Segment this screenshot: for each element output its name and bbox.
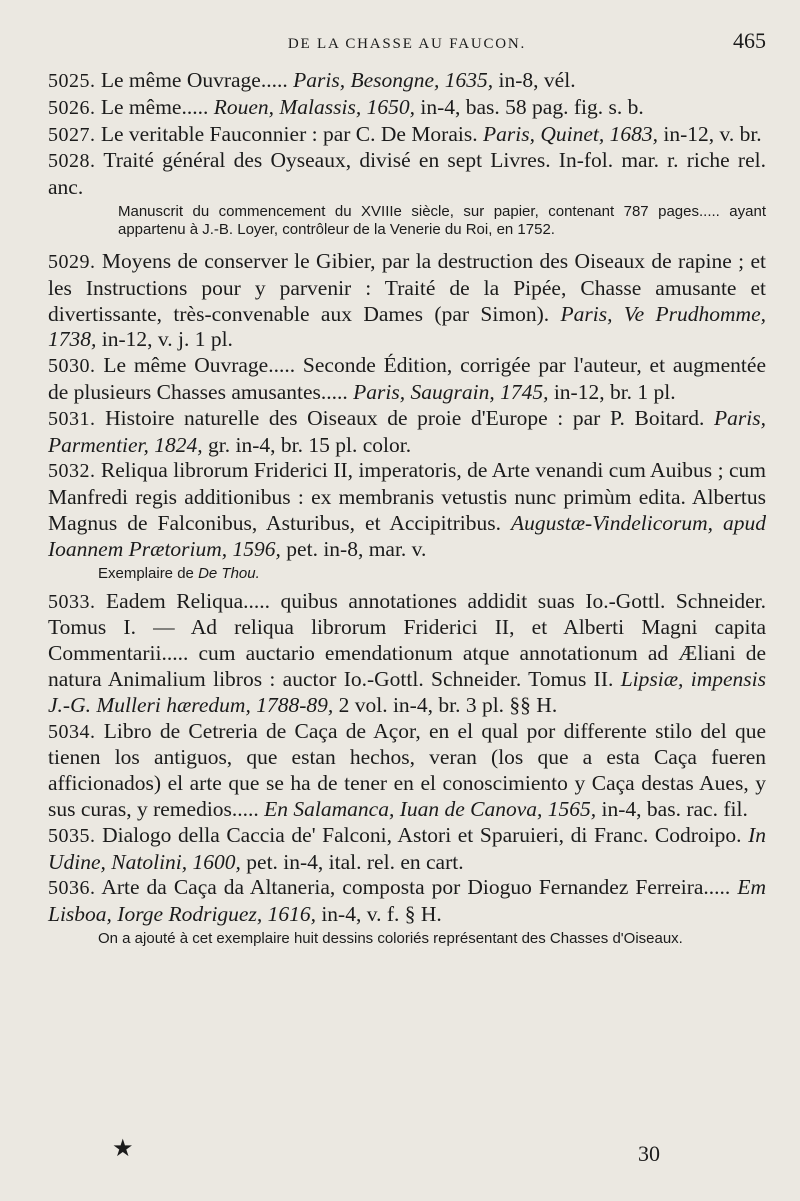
entry-number: 5029. [48, 250, 96, 273]
catalogue-entries [48, 68, 766, 948]
signature-star-mark: ★ [112, 1136, 134, 1162]
note-provenance-name: De Thou. [198, 564, 260, 582]
entry-text: Dialogo della Caccia de' Falconi, Astori et Sparuieri, di Franc. Codroipo. [102, 822, 749, 847]
entry-number: 5033. [48, 590, 96, 613]
entry-imprint: In Udine, Natolini, 1600, [48, 822, 766, 874]
entry-imprint: Paris, Parmentier, 1824, [48, 405, 767, 457]
entry-text: Libro de Cetreria de Caça de Açor, en el qual por differente stilo del que tienen los antiguos, que estan hechos, veran (los que a esta Caça fueren afficionados) el arte que se ha de tener en el conoscimiento y Caça destas Aues, y sus curas, y remedios..... [48, 718, 767, 821]
catalogue-entry-5030 [48, 353, 766, 406]
entry-imprint: Paris, Quinet, 1683, [482, 121, 658, 146]
entry-number: 5026. [48, 96, 96, 119]
catalogue-entry-5035 [48, 823, 766, 876]
catalogue-entry-5034 [48, 719, 766, 823]
entry-number: 5030. [48, 355, 96, 378]
entry-number: 5031. [48, 407, 96, 430]
catalogue-entry-5027 [48, 122, 766, 149]
catalogue-entry-5026 [48, 95, 766, 122]
catalogue-entry-5036 [48, 875, 766, 928]
entry-format: gr. in-4, br. 15 pl. color. [202, 432, 412, 457]
entry-text: Le même..... [100, 94, 214, 119]
entry-imprint: Paris, Besongne, 1635, [293, 68, 494, 92]
entry-format: pet. in-8, mar. v. [280, 536, 427, 561]
entry-text: Moyens de conserver le Gibier, par la destruction des Oiseaux de rapine ; et les Instructions pour y parvenir : Traité de la Pipée, Chasse amusante et divertissante, très-convenable aux Dames (par Simon). [48, 248, 766, 326]
entry-text: Le même Ouvrage..... [100, 68, 294, 92]
note-text: Exemplaire de [98, 564, 199, 582]
entry-imprint: Em Lisboa, Iorge Rodriguez, 1616, [48, 875, 766, 927]
page-number: 465 [733, 28, 766, 53]
entry-number: 5027. [48, 123, 96, 146]
catalogue-entry-5032 [48, 458, 766, 562]
entry-format: in-4, bas. 58 pag. fig. s. b. [414, 94, 644, 119]
catalogue-entry-5025 [48, 68, 766, 95]
running-head [48, 28, 766, 62]
entry-imprint: Rouen, Malassis, 1650, [213, 94, 415, 119]
entry-format: 2 vol. in-4, br. 3 pl. §§ H. [333, 692, 558, 717]
entry-text: Histoire naturelle des Oiseaux de proie d'Europe : par P. Boitard. [105, 405, 715, 430]
entry-format: in-4, bas. rac. fil. [596, 796, 748, 821]
entry-note-5036: On a ajouté à cet exemplaire huit dessins coloriés représentant des Chasses d'Oiseaux. [98, 929, 683, 947]
entry-imprint: Lipsiæ, impensis J.-G. Mulleri hæredum, 1788-89, [48, 666, 766, 717]
entry-text: Reliqua librorum Friderici II, imperatoris, de Arte venandi cum Auibus ; cum Manfredi regis additionibus : ex membranis vetustis nunc primùm edita. Albertus Magnus de Falconibus, Asturibus, et Accipitribus. [48, 458, 766, 535]
entry-note-5028: Manuscrit du commencement du XVIIIe siècle, sur papier, contenant 787 pages..... ayant appartenu à J.-B. Loyer, contrôleur de la Venerie du Roi, en 1752. [118, 202, 766, 238]
entry-number: 5025. [48, 70, 96, 92]
entry-format: in-12, v. br. [657, 121, 762, 146]
entry-number: 5036. [48, 877, 96, 900]
entry-imprint: En Salamanca, Iuan de Canova, 1565, [264, 796, 597, 821]
entry-text: Arte da Caça da Altaneria, composta por Dioguo Fernandez Ferreira..... [101, 875, 738, 900]
entry-number: 5035. [48, 824, 96, 847]
catalogue-entry-5031 [48, 406, 766, 459]
catalogue-entry-5029 [48, 249, 766, 353]
entry-text: Traité général des Oyseaux, divisé en sept Livres. In-fol. mar. r. riche rel. anc. [48, 148, 766, 200]
running-title: DE LA CHASSE AU FAUCON. [287, 36, 527, 52]
entry-format: in-12, v. j. 1 pl. [96, 327, 233, 352]
entry-imprint: Paris, Ve Prudhomme, 1738, [48, 301, 766, 352]
entry-text: Eadem Reliqua..... quibus annotationes addidit suas Io.-Gottl. Schneider. Tomus I. — Ad reliqua librorum Friderici II, et Alberti Magni capita Commentarii..... cum auctario emendationum atque annotationum ad Æliani de natura Animalium libros : auctor Io.-Gottl. Schneider. Tomus II. [48, 588, 767, 691]
gathering-folio-number: 30 [638, 1141, 660, 1166]
entry-number: 5028. [48, 150, 96, 173]
entry-text: Le même Ouvrage..... Seconde Édition, corrigée par l'auteur, et augmentée de plusieurs Chasses amusantes..... [48, 353, 766, 404]
entry-imprint: Paris, Saugrain, 1745, [353, 379, 549, 404]
entry-format: pet. in-4, ital. rel. en cart. [240, 849, 464, 874]
catalogue-entry-5028 [48, 148, 766, 201]
catalogue-entry-5033 [48, 589, 766, 719]
entry-number: 5032. [48, 460, 96, 483]
entry-imprint: Augustæ-Vindelicorum, apud Ioannem Prætorium, 1596, [48, 510, 766, 561]
entry-text: Le veritable Fauconnier : par C. De Morais. [100, 121, 483, 146]
entry-format: in-4, v. f. § H. [315, 902, 442, 927]
entry-note-5032 [48, 565, 766, 583]
entry-format: in-8, vél. [493, 68, 576, 92]
entry-number: 5034. [48, 720, 96, 743]
entry-format: in-12, br. 1 pl. [548, 379, 676, 404]
